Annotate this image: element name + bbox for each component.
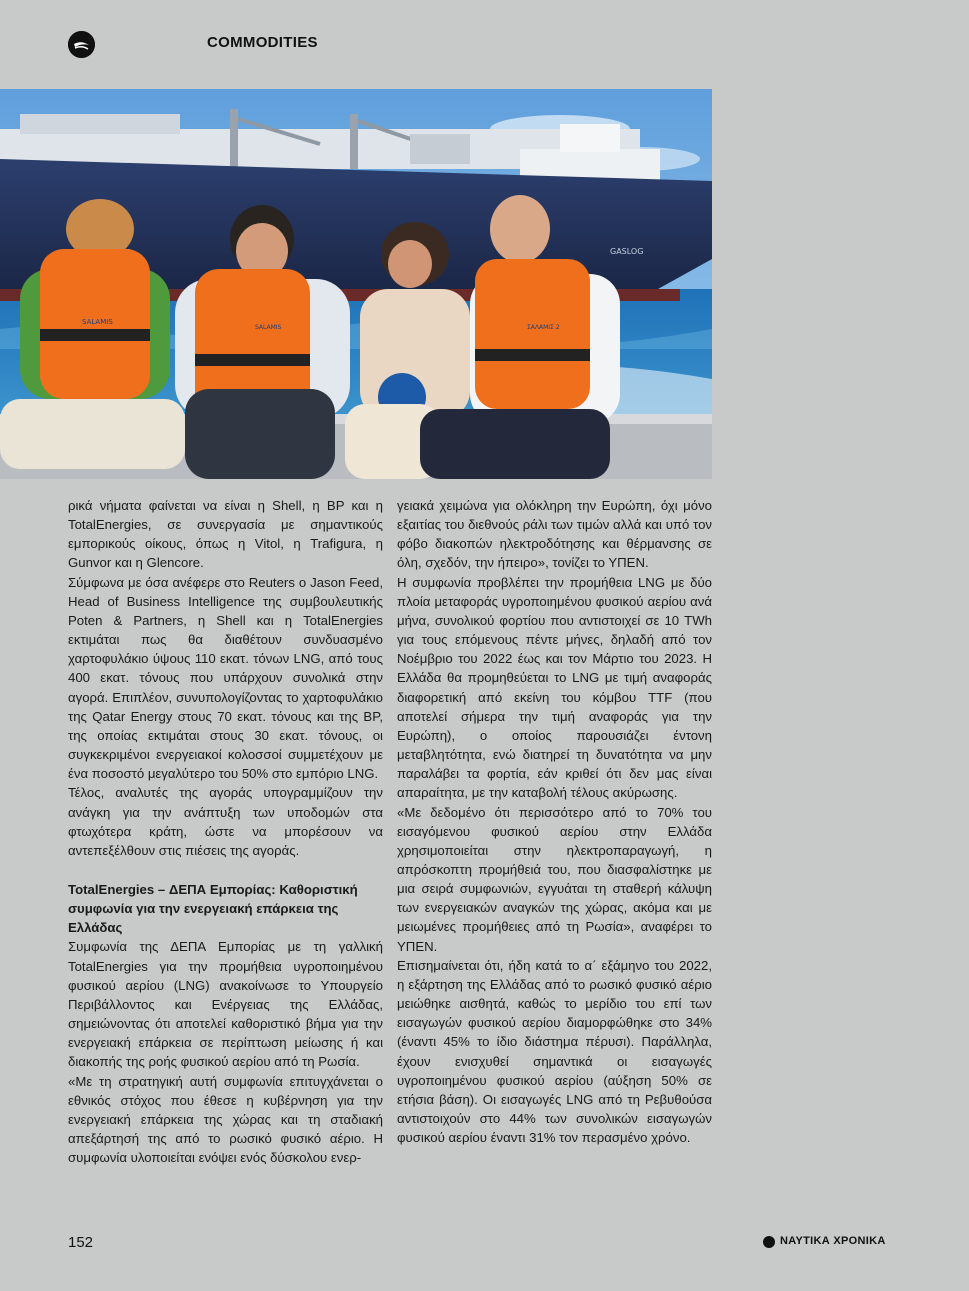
left-column: [68, 496, 383, 1167]
paragraph: Σύμφωνα με όσα ανέφερε στο Reuters ο Jason Feed, Head of Business Intelligence της συμβουλευτικής Poten & Partners, η Shell και η TotalEnergies εκτιμάται πως θα διαθέτουν συνδυασμένο χαρτοφυλάκιο ύψους 110 εκατ. τόνων LNG, από τους 400 εκατ. τόνους που υπάρχουν συνολικά στην αγορά. Επιπλέον, συνυπολογίζοντας το χαρτοφυλάκιο της Qatar Energy στους 70 εκατ. τόνους και της BP, της οποίας εκτιμάται στους 30 εκατ. τόνους, οι συγκεκριμένοι ενεργειακοί κολοσσοί συμμετέχουν με ένα ποσοστό μεγαλύτερο του 50% στο εμπόριο LNG.: [68, 574, 383, 782]
subheading: TotalEnergies – ΔΕΠΑ Εμπορίας: Καθοριστική συμφωνία για την ενεργειακή επάρκεια της Ελλάδας: [68, 881, 358, 936]
paragraph: «Με δεδομένο ότι περισσότερο από το 70% του εισαγόμενου φυσικού αερίου στην Ελλάδα χρησιμοποιείται στην ηλεκτροπαραγωγή, η απρόσκοπτη προμήθειά του, που διασφαλίστηκε με μια σειρά συμφωνιών, εγγυάται τη σταθερή κάλυψη των ενεργειακών αναγκών της χώρας, ακόμα και με μειωμένες προμήθειες από τη Ρωσία», αναφέρει το ΥΠΕΝ.: [397, 804, 712, 954]
ship-label: GASLOG: [610, 247, 644, 256]
section-title: COMMODITIES: [207, 34, 318, 51]
vest-label: ΣΑΛΑΜΙΣ 2: [527, 324, 560, 331]
wave-circle-icon: [68, 31, 95, 58]
paragraph: Συμφωνία της ΔΕΠΑ Εμπορίας με τη γαλλική TotalEnergies για την προμήθεια υγροποιημένου φυσικού αερίου (LNG) ανακοίνωσε το Υπουργείο Περιβάλλοντος και Ενέργειας της Ελλάδας, σημειώνοντας ότι αποτελεί καθοριστικό βήμα για την ενεργειακή επάρκεια σε περίπτωση μείωσης ή και διακοπής της ροής φυσικού αερίου από τη Ρωσία.: [68, 939, 383, 1070]
vest-label: SALAMIS: [255, 324, 282, 331]
right-column: [397, 496, 712, 1147]
paragraph: «Με τη στρατηγική αυτή συμφωνία επιτυγχάνεται ο εθνικός στόχος που έθεσε η κυβέρνηση για την ενεργειακή επάρκεια της χώρας και τη σταδιακή απεξάρτησή της από το ρωσικό φυσικό αέριο. Η συμφωνία υλοποιείται ενόψει ενός δύσκολου ενερ-: [68, 1073, 383, 1166]
paragraph: γειακά χειμώνα για ολόκληρη την Ευρώπη, όχι μόνο εξαιτίας του διεθνούς ράλι των τιμών αλλά και υπό τον φόβο διακοπών ηλεκτροδότησης και θέρμανσης σε όλη, σχεδόν, την ήπειρο», τονίζει το ΥΠΕΝ.: [397, 498, 712, 571]
paragraph: ρικά νήματα φαίνεται να είναι η Shell, η BP και η TotalEnergies, σε συνεργασία με σημαντικούς εμπορικούς οίκους, όπως η Vitol, η Trafigura, η Gunvor και η Glencore.: [68, 498, 383, 571]
magazine-name: ΝΑΥΤΙΚΑ ΧΡΟΝΙΚΑ: [780, 1235, 886, 1247]
paragraph: Τέλος, αναλυτές της αγοράς υπογραμμίζουν την ανάγκη για την ανάπτυξη των υποδομών στα φτωχότερα κράτη, ώστε να μπορέσουν να αντεπεξέλθουν στις πιέσεις της αγοράς.: [68, 785, 383, 858]
paragraph: Η συμφωνία προβλέπει την προμήθεια LNG με δύο πλοία μεταφοράς υγροποιημένου φυσικού αερίου ανά μήνα, συνολικού φορτίου που αντιστοιχεί σε 10 TWh για τους επόμενους πέντε μήνες, δηλαδή από τον Νοέμβριο του 2022 έως και τον Μάρτιο του 2023. Η Ελλάδα θα προμηθεύεται το LNG με τιμή αναφοράς διαφορετική από εκείνη του κόμβου TTF (που αποτελεί σήμερα την τιμή αναφοράς για την Ευρώπη), ο οποίος παρουσιάζει έντονη μεταβλητότητα, ενώ διατηρεί τη δυνατότητα να μην παραλάβει τα φορτία, εάν κριθεί ότι δεν μας είναι απαραίτητα, με την καταβολή τέλους ακύρωσης.: [397, 574, 712, 801]
article-photo: [0, 89, 712, 479]
paragraph: Επισημαίνεται ότι, ήδη κατά το α΄ εξάμηνο του 2022, η εξάρτηση της Ελλάδας από το ρωσικό φυσικό αέριο μειώθηκε αισθητά, καθώς το μερίδιο του επί των εισαγωγών φυσικού αερίου διαμορφώθηκε στο 34% (έναντι 45% το ίδιο διάστημα πέρυσι). Παράλληλα, έχουν ενισχυθεί σημαντικά οι εισαγωγές υγροποιημένου φυσικού αερίου (αύξηση 50% σε ετήσια βάση). Οι εισαγωγές LNG από τη Ρεβυθούσα αντιστοιχούν στο 44% των συνολικών εισαγωγών φυσικού αερίου έναντι 31% τον περασμένο χρόνο.: [397, 957, 712, 1146]
page-number: 152: [68, 1234, 94, 1251]
wave-circle-icon: [763, 1236, 775, 1248]
vest-label: SALAMIS: [82, 318, 113, 326]
